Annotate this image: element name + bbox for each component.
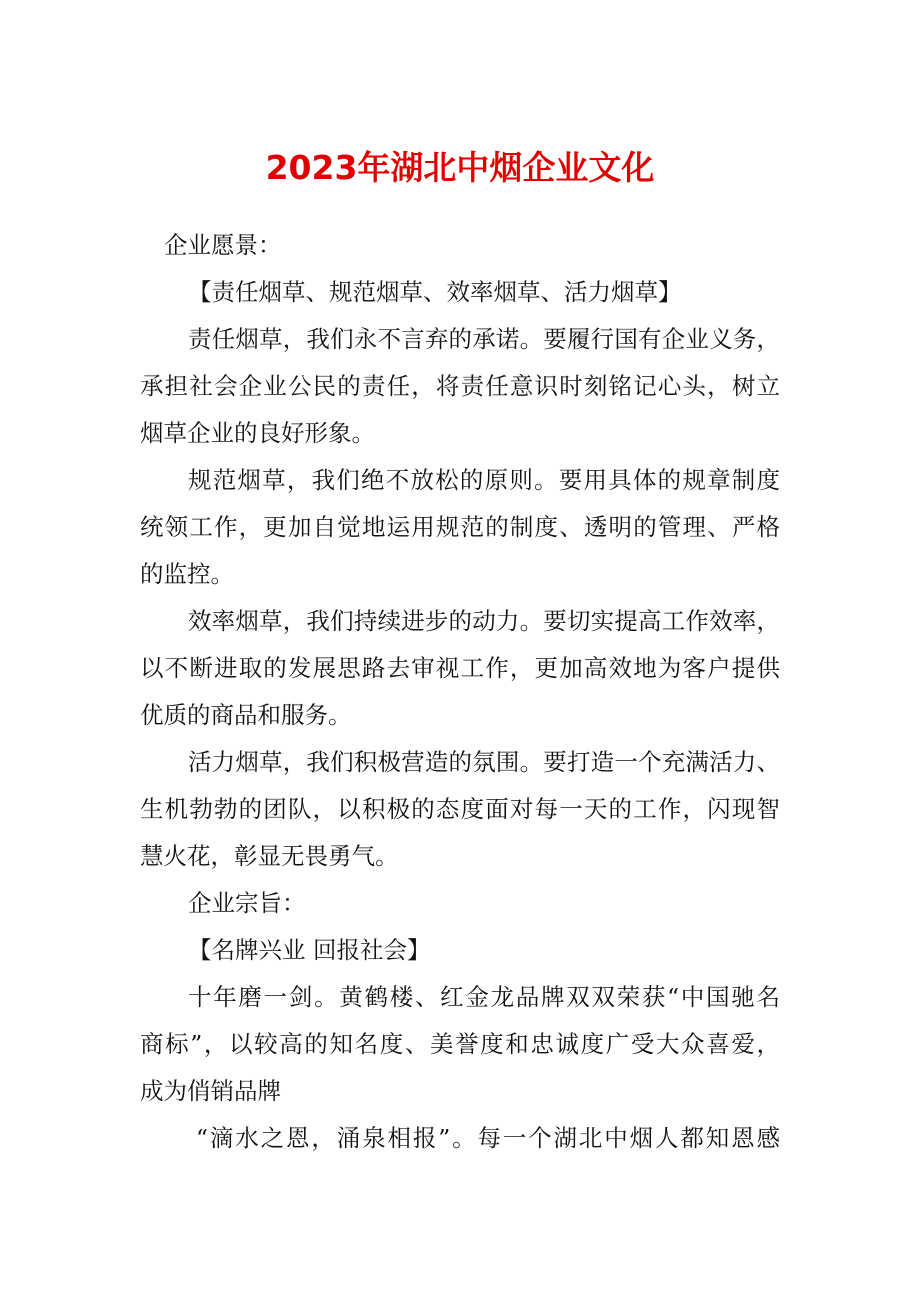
vision-slogan: 【责任烟草、规范烟草、效率烟草、活力烟草】	[188, 278, 682, 306]
paragraph-line: 统领工作，更加自觉地运用规范的制度、透明的管理、严格	[140, 513, 780, 541]
paragraph-line: 慧火花，彰显无畏勇气。	[140, 842, 399, 870]
paragraph-line: 责任烟草，我们永不言弃的承诺。要履行国有企业义务，	[188, 325, 780, 353]
paragraph-line: 商标”，以较高的知名度、美誉度和忠诚度广受大众喜爱，	[140, 1030, 780, 1058]
paragraph-line: 的监控。	[140, 560, 234, 588]
paragraph-line: 生机勃勃的团队，以积极的态度面对每一天的工作，闪现智	[140, 795, 780, 823]
paragraph-line: 活力烟草，我们积极营造的氛围。要打造一个充满活力、	[188, 748, 780, 776]
document-title: 2023年湖北中烟企业文化	[265, 148, 655, 187]
paragraph-line: “滴水之恩，涌泉相报”。每一个湖北中烟人都知恩感	[196, 1124, 780, 1152]
document-body	[140, 222, 780, 1162]
paragraph-line: 承担社会企业公民的责任，将责任意识时刻铭记心头，树立	[140, 372, 780, 400]
paragraph-line: 成为俏销品牌	[140, 1077, 281, 1105]
paragraph-line: 十年磨一剑。黄鹤楼、红金龙品牌双双荣获“中国驰名	[188, 983, 780, 1011]
paragraph-line: 烟草企业的良好形象。	[140, 419, 375, 447]
paragraph-line: 效率烟草，我们持续进步的动力。要切实提高工作效率，	[188, 607, 780, 635]
section-heading-vision: 企业愿景：	[164, 231, 282, 259]
paragraph-line: 优质的商品和服务。	[140, 701, 352, 729]
paragraph-line: 规范烟草，我们绝不放松的原则。要用具体的规章制度	[188, 466, 780, 494]
paragraph-line: 以不断进取的发展思路去审视工作，更加高效地为客户提供	[140, 654, 780, 682]
mission-slogan: 【名牌兴业 回报社会】	[188, 936, 431, 964]
section-heading-mission: 企业宗旨：	[188, 889, 306, 917]
